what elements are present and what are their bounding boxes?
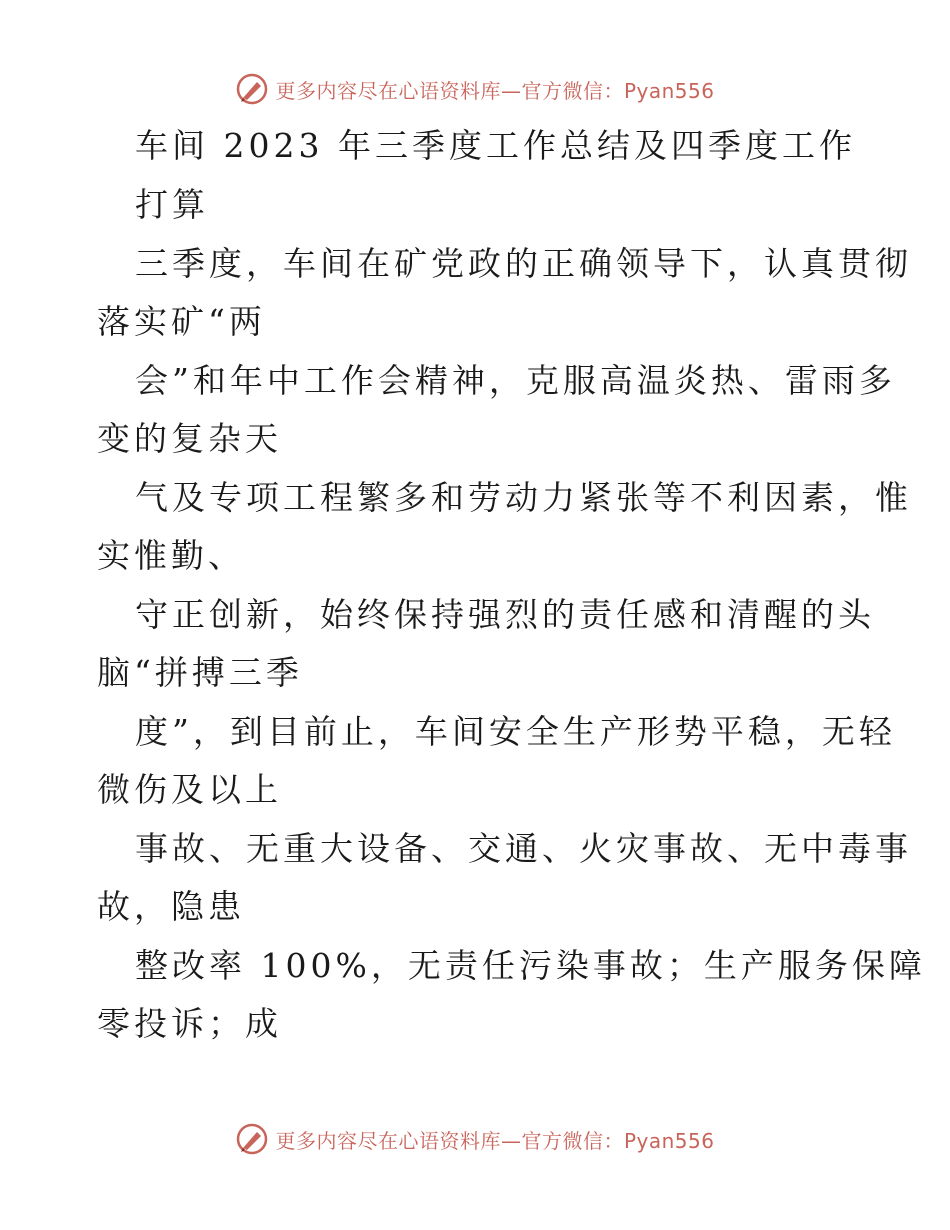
body-line: 落实矿“两 — [97, 302, 266, 341]
body-line: 三季度，车间在矿党政的正确领导下，认真贯彻 — [135, 244, 912, 283]
body-line: 变的复杂天 — [97, 419, 282, 458]
body-line: 整改率 100%，无责任污染事故；生产服务保障 — [135, 946, 926, 985]
body-line: 气及专项工程繁多和劳动力紧张等不利因素，惟 — [135, 478, 912, 517]
header-watermark — [0, 72, 950, 106]
pen-logo-icon — [235, 1122, 269, 1156]
body-line: 实惟勤、 — [97, 536, 245, 575]
body-line: 零投诉；成 — [97, 1004, 282, 1043]
title-line-1: 车间 2023 年三季度工作总结及四季度工作 — [135, 126, 856, 165]
body-line: 微伤及以上 — [97, 770, 282, 809]
footer-watermark — [0, 1122, 950, 1156]
body-line: 会”和年中工作会精神，克服高温炎热、雷雨多 — [135, 361, 896, 400]
body-line: 脑“拼搏三季 — [97, 653, 303, 692]
watermark-text: 更多内容尽在心语资料库—官方微信：Pyan556 — [275, 78, 715, 103]
body-line: 事故、无重大设备、交通、火灾事故、无中毒事 — [135, 829, 912, 868]
pen-logo-icon — [235, 72, 269, 106]
body-line: 故，隐患 — [97, 887, 245, 926]
body-line: 守正创新，始终保持强烈的责任感和清醒的头 — [135, 595, 875, 634]
title-line-2: 打算 — [135, 185, 209, 224]
watermark-text: 更多内容尽在心语资料库—官方微信：Pyan556 — [275, 1128, 715, 1153]
body-line: 度”，到目前止，车间安全生产形势平稳，无轻 — [135, 712, 896, 751]
